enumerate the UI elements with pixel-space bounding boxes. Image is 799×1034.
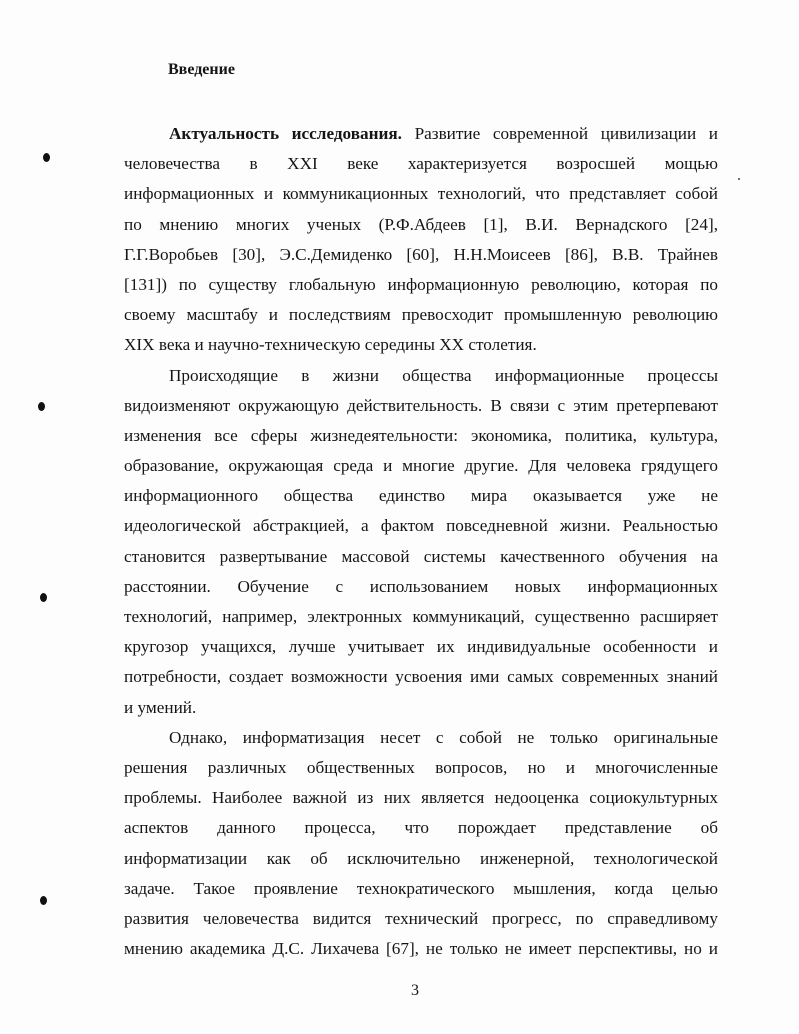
page-number: 3 — [411, 982, 419, 999]
text-line: задаче. Такое проявление технократического мышления, когда целью — [124, 878, 718, 898]
text-line: и умений. — [124, 697, 197, 717]
scan-speck — [738, 178, 740, 180]
paragraph-1 — [124, 119, 718, 361]
text-line: решения различных общественных вопросов, но и многочисленные — [124, 757, 718, 777]
binder-hole-mark — [43, 153, 50, 162]
text-line: Г.Г.Воробьев [30], Э.С.Демиденко [60], Н.Н.Моисеев [86], В.В. Трайнев — [124, 244, 718, 264]
text-line: видоизменяют окружающую действительность. В связи с этим претерпевают — [124, 395, 718, 415]
text-line: информационного общества единство мира оказывается уже не — [124, 486, 718, 506]
text-line: развития человечества видится технический прогресс, по справедливому — [124, 908, 718, 928]
paragraph-3 — [124, 723, 718, 965]
text-line: становится развертывание массовой системы качественного обучения на — [124, 546, 718, 566]
text-line: потребности, создает возможности усвоения ими самых современных знаний — [124, 667, 718, 687]
text-line — [124, 119, 718, 149]
text-line: XIX века и научно-техническую середины XX столетия. — [124, 335, 537, 355]
text-line: по мнению многих ученых (Р.Ф.Абдеев [1], В.И. Вернадского [24], — [124, 214, 718, 234]
text-line: расстоянии. Обучение с использованием новых информационных — [124, 576, 718, 596]
text-line: образование, окружающая среда и многие другие. Для человека грядущего — [124, 456, 718, 476]
text-line: информационных и коммуникационных технологий, что представляет собой — [124, 184, 718, 204]
text-line: технологий, например, электронных коммуникаций, существенно расширяет — [124, 607, 718, 626]
paragraph-2 — [124, 361, 718, 723]
bold-lead: Актуальность исследования. — [169, 124, 402, 143]
text-line: Происходящие в жизни общества информационные процессы — [169, 365, 718, 385]
text-line: аспектов данного процесса, что порождает представление об — [124, 818, 718, 838]
text-line: изменения все сферы жизнедеятельности: экономика, политика, культура, — [124, 425, 718, 445]
text-line: Однако, информатизация несет с собой не только оригинальные — [169, 727, 718, 747]
body-text — [124, 119, 718, 964]
text-line: человечества в XXI веке характеризуется возросшей мощью — [124, 154, 718, 174]
text-line: [131]) по существу глобальную информационную революцию, которая по — [124, 274, 718, 294]
binder-hole-mark — [40, 593, 47, 602]
line-text: Развитие современной цивилизации и — [414, 124, 718, 143]
text-line: мнению академика Д.С. Лихачева [67], не только не имеет перспективы, но и — [124, 939, 718, 959]
text-line: своему масштабу и последствиям превосходит промышленную революцию — [124, 305, 718, 325]
text-line: идеологической абстракцией, а фактом повседневной жизни. Реальностью — [124, 516, 718, 536]
text-line: информатизации как об исключительно инженерной, технологической — [124, 848, 718, 868]
text-line: кругозор учащихся, лучше учитывает их индивидуальные особенности и — [124, 637, 718, 657]
binder-hole-mark — [38, 402, 45, 411]
binder-hole-mark — [40, 896, 47, 905]
text-line: проблемы. Наиболее важной из них является недооценка социокультурных — [124, 788, 718, 808]
section-heading: Введение — [168, 61, 235, 78]
